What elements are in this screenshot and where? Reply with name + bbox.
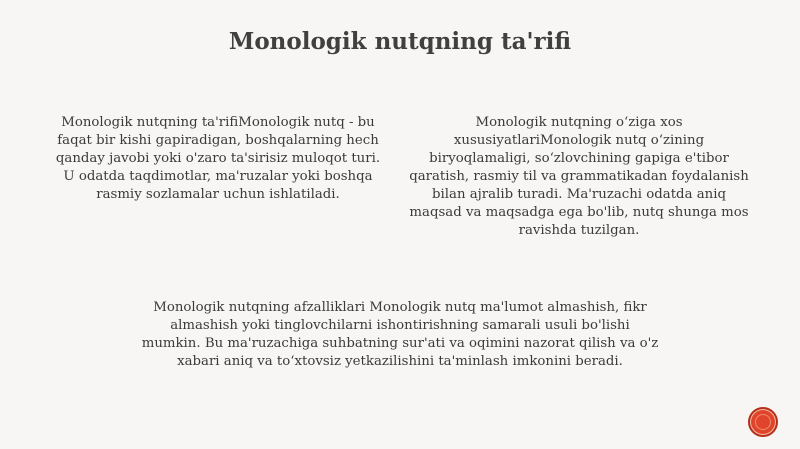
advantages-paragraph: Monologik nutqning afzalliklari Monologik nutq ma'lumot almashish, fikr almashish yoki tinglovchilarni ishontirishning samarali usuli bo'lishi mumkin. Bu ma'ruzachiga suhbatning sur'ati va oqimini nazorat qilish va o'z xabari aniq va to‘xtovsiz yetkazilishini ta'minlash imkonini beradi. xyxy=(141,300,659,369)
next-slide-circle-icon[interactable] xyxy=(748,407,778,437)
features-paragraph: Monologik nutqning o‘ziga xos xususiyatlariMonologik nutq o‘zining biryoqlamaligi, so‘zlovchining gapiga e'tibor qaratish, rasmiy til va grammatikadan foydalanish bilan ajralib turadi. Ma'ruzachi odatda aniq maqsad va maqsadga ega bo'lib, nutq shunga mos ravishda tuzilgan. xyxy=(409,115,749,238)
page-title: Monologik nutqning ta'rifi xyxy=(228,28,572,55)
definition-paragraph: Monologik nutqning ta'rifiMonologik nutq - bu faqat bir kishi gapiradigan, boshqalarning hech qanday javobi yoki o'zaro ta'sirisiz muloqot turi. U odatda taqdimotlar, ma'ruzalar yoki boshqa rasmiy sozlamalar uchun ishlatiladi. xyxy=(55,115,381,202)
